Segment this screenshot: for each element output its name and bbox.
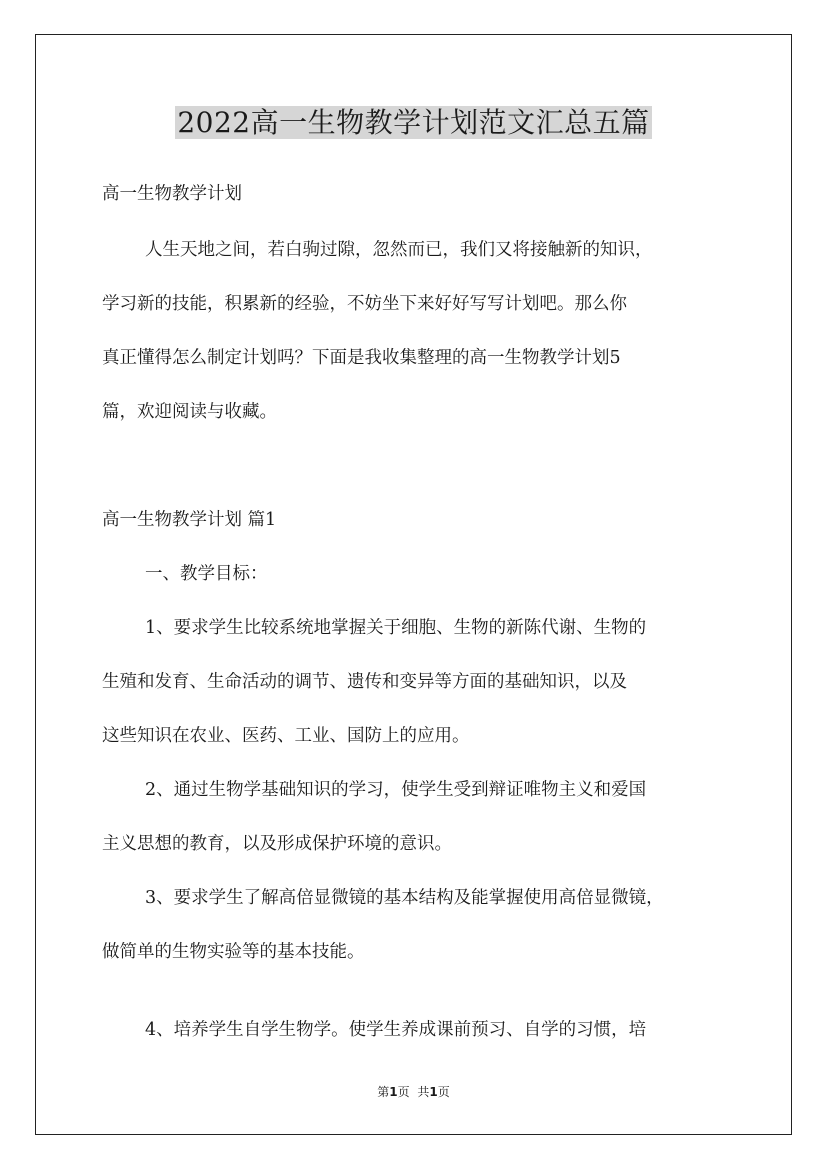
document-title-text: 2022高一生物教学计划范文汇总五篇 <box>177 106 650 139</box>
paragraph-line: 人生天地之间，若白驹过隙，忽然而已，我们又将接触新的知识， <box>145 240 653 260</box>
paragraph-line: 真正懂得怎么制定计划吗？下面是我收集整理的高一生物教学计划5 <box>102 348 621 368</box>
paragraph-line: 3、要求学生了解高倍显微镜的基本结构及能掌握使用高倍显微镜， <box>145 888 664 908</box>
total-prefix: 共 <box>417 1085 430 1099</box>
paragraph-line: 做简单的生物实验等的基本技能。 <box>102 942 365 962</box>
paragraph-line: 生殖和发育、生命活动的调节、遗传和变异等方面的基础知识，以及 <box>102 672 627 692</box>
paragraph-line: 主义思想的教育，以及形成保护环境的意识。 <box>102 834 452 854</box>
paragraph-line: 这些知识在农业、医药、工业、国防上的应用。 <box>102 726 470 746</box>
paragraph-line: 篇，欢迎阅读与收藏。 <box>102 402 277 422</box>
paragraph-line: 学习新的技能，积累新的经验，不妨坐下来好好写写计划吧。那么你 <box>102 294 627 314</box>
total-label: 页 <box>437 1085 450 1099</box>
page-footer <box>0 1084 827 1100</box>
page-total: 1 <box>429 1085 438 1099</box>
paragraph-line: 2、通过生物学基础知识的学习，使学生受到辩证唯物主义和爱国 <box>145 780 647 800</box>
page-label: 页 <box>397 1085 410 1099</box>
document-title <box>0 103 827 143</box>
section-heading-part1: 高一生物教学计划 篇1 <box>102 510 277 530</box>
page-prefix: 第 <box>377 1085 390 1099</box>
paragraph-line: 4、培养学生自学生物学。使学生养成课前预习、自学的习惯，培 <box>145 1020 647 1040</box>
subheading-teaching-goals: 一、教学目标： <box>145 564 268 584</box>
section-heading-intro: 高一生物教学计划 <box>102 184 242 204</box>
paragraph-line: 1、要求学生比较系统地掌握关于细胞、生物的新陈代谢、生物的 <box>145 618 647 638</box>
page-current: 1 <box>389 1085 398 1099</box>
